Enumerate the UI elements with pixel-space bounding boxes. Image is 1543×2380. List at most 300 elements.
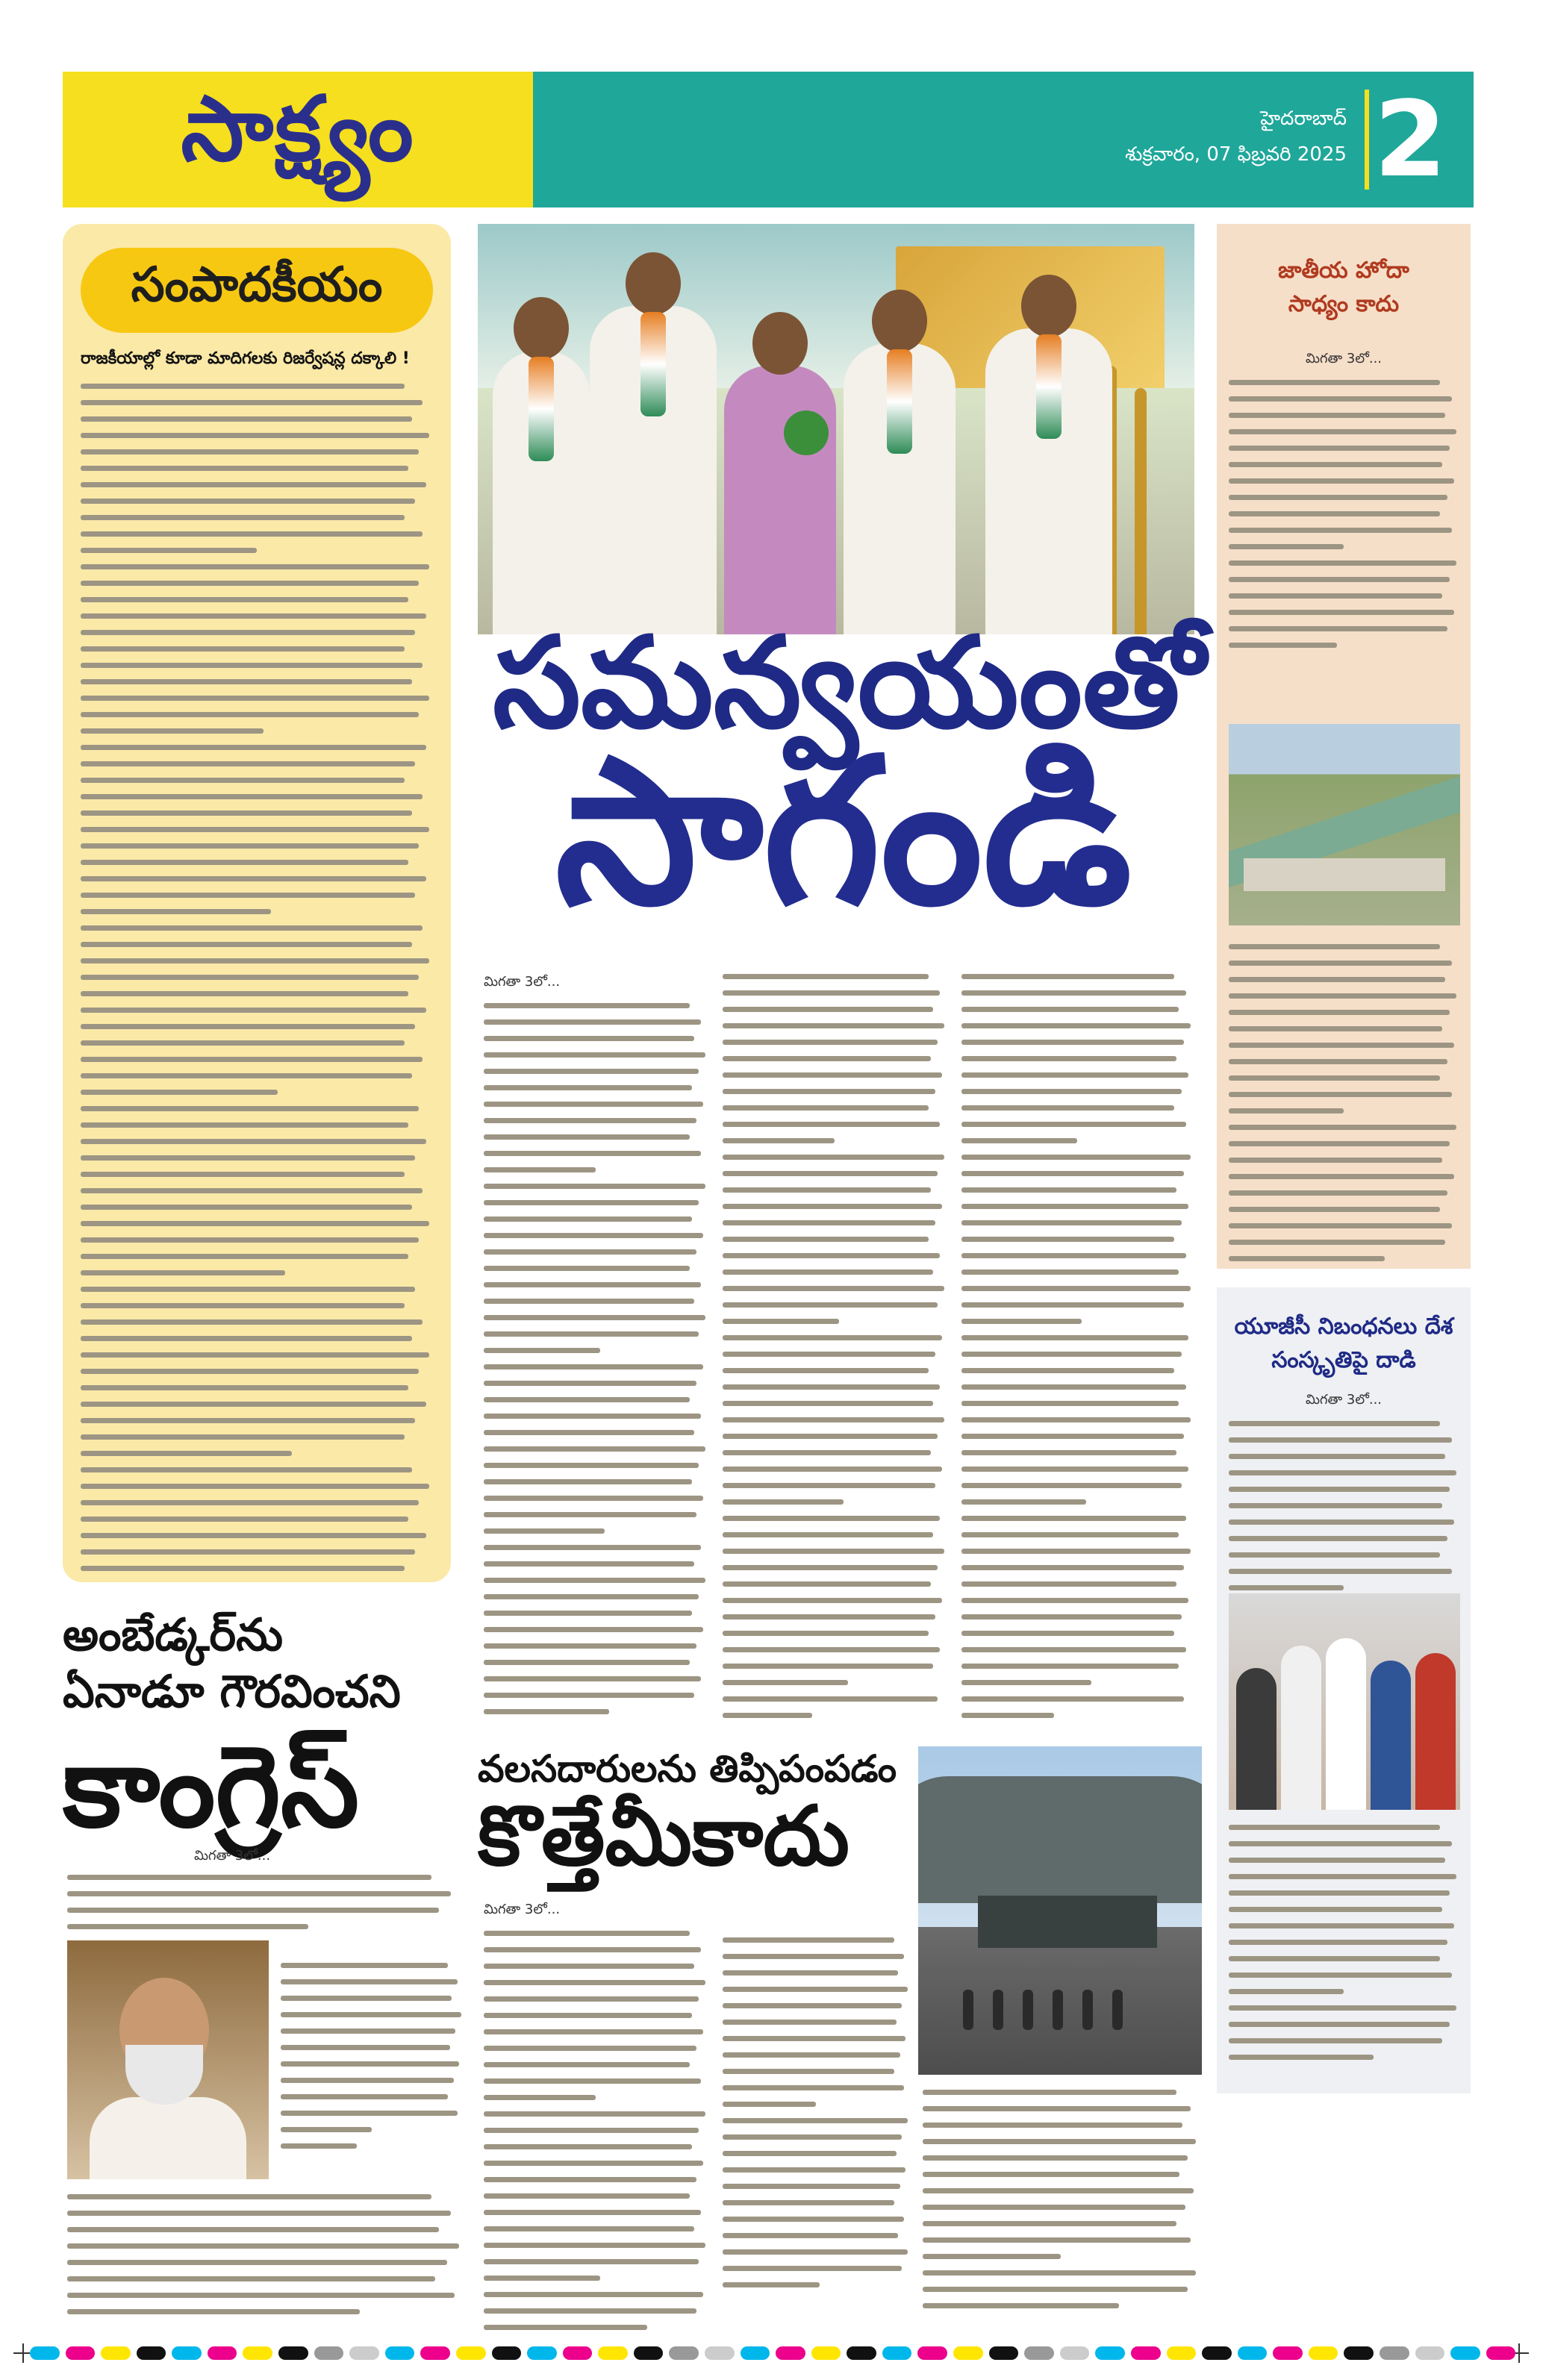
photo-beard (125, 2045, 203, 2105)
text-line (81, 1024, 415, 1029)
text-line (81, 499, 415, 504)
text-line (723, 2151, 897, 2156)
person-figure (724, 366, 836, 634)
person-figure (1326, 1638, 1366, 1810)
text-line (723, 1987, 908, 1992)
person-figure (1371, 1661, 1411, 1810)
text-line (1229, 1256, 1385, 1261)
text-line (484, 2177, 696, 2182)
text-line (961, 1532, 1179, 1537)
text-line (961, 1499, 1086, 1505)
ambedkar-side-text (281, 1963, 463, 2160)
text-line (81, 613, 426, 619)
text-line (81, 1566, 405, 1571)
text-line (484, 1003, 690, 1008)
text-line (81, 1237, 419, 1243)
text-line (81, 1090, 278, 1095)
text-line (484, 2226, 694, 2231)
text-line (484, 1216, 692, 1222)
edition-city: హైదరాబాద్ (1260, 107, 1347, 130)
text-line (484, 1660, 690, 1665)
text-line (1229, 1454, 1445, 1459)
text-line (484, 1069, 699, 1074)
text-line (723, 1384, 940, 1390)
sidebar-top-body (1229, 351, 1459, 659)
color-swatch (1273, 2346, 1303, 2360)
text-line (484, 1627, 703, 1632)
text-line (961, 1450, 1176, 1455)
text-line (723, 2118, 908, 2123)
text-line (81, 810, 412, 816)
text-line (484, 1964, 694, 1969)
text-line (723, 1647, 940, 1652)
person-figure (1023, 1990, 1033, 2030)
text-line (723, 2282, 820, 2287)
text-line (81, 827, 429, 832)
text-line (484, 2259, 699, 2264)
masthead (63, 72, 1474, 207)
page-number: 2 (1374, 79, 1447, 201)
text-line (723, 1007, 933, 1012)
sidebar-bottom-title-line1: యూజీసీ నిబంధనలు దేశ (1234, 1314, 1453, 1340)
person-figure (993, 1990, 1003, 2030)
text-line (923, 2303, 1119, 2308)
text-line (961, 1007, 1179, 1012)
text-line (723, 2184, 900, 2189)
editorial-column (63, 224, 451, 1582)
text-line (81, 712, 419, 717)
text-line (81, 1303, 405, 1308)
person-figure (963, 1990, 973, 2030)
color-swatch (492, 2346, 522, 2360)
text-line (484, 1479, 692, 1484)
text-line (1229, 462, 1442, 467)
text-line (961, 1647, 1186, 1652)
text-line (484, 1134, 690, 1140)
text-line (484, 1233, 703, 1238)
text-line (484, 2243, 705, 2248)
text-line (281, 2061, 459, 2067)
text-line (961, 1696, 1184, 1702)
sidebar-bottom-byline: మిగతా 3లో... (1305, 1392, 1383, 1408)
text-line (81, 1106, 419, 1111)
text-line (1229, 1108, 1344, 1114)
text-line (484, 2276, 600, 2281)
text-line (723, 1319, 839, 1324)
text-line (484, 1931, 690, 1936)
text-line (723, 1040, 938, 1045)
text-line (723, 1138, 835, 1143)
text-line (1229, 1907, 1442, 1912)
person-figure (844, 343, 956, 634)
text-line (1229, 593, 1442, 599)
text-line (961, 1286, 1191, 1291)
text-line (81, 515, 405, 520)
text-line (1229, 1158, 1442, 1163)
sidebar-bottom-body-continued (1229, 1825, 1459, 2071)
text-line (484, 1364, 703, 1369)
text-line (1229, 1059, 1447, 1064)
text-line (1229, 993, 1456, 999)
deportation-column-3 (923, 2090, 1199, 2320)
text-line (961, 1417, 1191, 1422)
text-line (81, 975, 419, 980)
text-line (81, 449, 419, 455)
text-line (1229, 1956, 1440, 1961)
text-line (484, 1397, 690, 1402)
text-line (484, 2095, 596, 2100)
color-swatch (1060, 2346, 1090, 2360)
text-line (484, 1693, 694, 1698)
text-line (723, 1089, 935, 1094)
dam-wall (1244, 858, 1445, 891)
text-line (484, 1282, 701, 1287)
text-line (923, 2237, 1191, 2243)
logo-text: సాక్ష్యం (181, 76, 415, 181)
text-line (1229, 961, 1452, 966)
text-line (81, 745, 426, 750)
text-line (1229, 1174, 1454, 1179)
text-line (961, 1269, 1179, 1275)
color-swatch (137, 2346, 166, 2360)
text-line (484, 1184, 705, 1189)
text-line (81, 1352, 429, 1358)
text-line (1229, 1207, 1440, 1212)
text-line (723, 1614, 935, 1620)
color-swatch (1344, 2346, 1374, 2360)
text-line (1229, 2055, 1374, 2060)
text-line (961, 1516, 1186, 1521)
color-swatch (456, 2346, 486, 2360)
color-swatch (1202, 2346, 1232, 2360)
text-line (484, 1052, 705, 1058)
text-line (961, 1384, 1186, 1390)
sidebar-ugc-rules (1217, 1287, 1471, 2093)
color-swatch (1486, 2346, 1516, 2360)
text-line (281, 2078, 454, 2083)
text-line (723, 1286, 944, 1291)
text-line (723, 1954, 904, 1959)
text-line (81, 1073, 412, 1078)
editorial-section-label: సంపాదకీయం (131, 257, 383, 313)
photo-body (90, 2097, 246, 2179)
text-line (723, 1122, 940, 1127)
potted-plant (784, 410, 829, 455)
text-line (723, 1549, 944, 1554)
text-line (723, 1253, 940, 1258)
text-line (723, 1302, 938, 1308)
text-line (1229, 1437, 1452, 1443)
text-line (961, 1713, 1054, 1718)
text-line (484, 1085, 692, 1090)
text-line (961, 1368, 1174, 1373)
text-line (484, 2046, 696, 2051)
text-line (81, 630, 415, 635)
text-line (484, 1019, 701, 1025)
text-line (723, 1417, 944, 1422)
deportation-column-1 (484, 1902, 708, 2341)
text-line (923, 2287, 1188, 2292)
text-line (81, 1533, 426, 1538)
color-swatch (101, 2346, 131, 2360)
text-line (961, 1614, 1182, 1620)
text-line (484, 1528, 605, 1534)
text-line (1229, 2005, 1456, 2011)
ambedkar-headline-line1: అంబేడ్కర్‌ను (63, 1609, 283, 1661)
text-line (484, 1102, 703, 1107)
color-swatch (243, 2346, 272, 2360)
text-line (81, 1172, 405, 1177)
text-line (1229, 1890, 1450, 1896)
person-figure (1281, 1646, 1321, 1810)
text-line (723, 1565, 938, 1570)
text-line (81, 384, 405, 389)
color-swatch (1380, 2346, 1409, 2360)
color-swatch (314, 2346, 344, 2360)
text-line (923, 2205, 1185, 2210)
text-line (484, 2013, 692, 2018)
text-line (923, 2155, 1188, 2161)
protest-rally-photo (1229, 1593, 1460, 1810)
text-line (81, 1484, 429, 1489)
text-line (1229, 429, 1456, 434)
sidebar-top-title-line2: సాధ్యం కాదు (1288, 291, 1400, 317)
ambedkar-bottom-text (67, 2194, 463, 2326)
text-line (923, 2172, 1179, 2177)
text-line (961, 1565, 1184, 1570)
color-swatch (1309, 2346, 1338, 2360)
text-line (81, 1221, 429, 1226)
text-line (1229, 1503, 1442, 1508)
lead-story-column-2 (723, 974, 947, 1729)
color-swatch (1095, 2346, 1125, 2360)
ambedkar-intro-text (67, 1875, 463, 1940)
deportation-headline-line1: వలసదారులను తిప్పిపంపడం (478, 1746, 897, 1790)
military-aircraft-photo (918, 1746, 1202, 2075)
text-line (1229, 413, 1445, 418)
masthead-band (533, 72, 1474, 207)
color-swatch (66, 2346, 96, 2360)
color-swatch (1131, 2346, 1161, 2360)
text-line (81, 1270, 285, 1275)
text-line (961, 1056, 1176, 1061)
text-line (484, 1430, 694, 1435)
text-line (1229, 1141, 1450, 1146)
text-line (81, 1402, 426, 1407)
text-line (81, 843, 419, 849)
text-line (1229, 643, 1337, 648)
text-line (923, 2221, 1176, 2226)
text-line (484, 1947, 701, 1952)
text-line (81, 1008, 426, 1013)
text-line (81, 663, 423, 668)
text-line (281, 2111, 458, 2116)
text-line (484, 1331, 699, 1337)
text-line (1229, 1874, 1456, 1879)
text-line (723, 1467, 942, 1472)
text-line (484, 2161, 703, 2166)
text-line (484, 1266, 690, 1271)
text-line (484, 1996, 699, 2002)
color-swatch (1415, 2346, 1445, 2360)
text-line (484, 2193, 690, 2199)
color-swatch (1238, 2346, 1268, 2360)
text-line (723, 1220, 935, 1225)
text-line (961, 1040, 1184, 1045)
text-line (81, 1385, 408, 1390)
color-swatch (420, 2346, 450, 2360)
text-line (81, 1139, 426, 1144)
aircraft-hull (918, 1776, 1202, 1903)
text-line (484, 1446, 705, 1452)
text-line (81, 531, 423, 537)
sidebar-top-title-line1: జాతీయ హోదా (1278, 257, 1409, 284)
text-line (1229, 1536, 1447, 1541)
color-swatch (989, 2346, 1019, 2360)
text-line (723, 1155, 944, 1160)
text-line (81, 482, 426, 487)
text-line (723, 1269, 933, 1275)
text-line (1229, 1940, 1447, 1945)
text-line (961, 1089, 1182, 1094)
text-line (961, 1237, 1174, 1242)
ambedkar-byline: మిగతా 3లో... (194, 1848, 271, 1864)
text-line (1229, 1125, 1456, 1130)
text-line (723, 1680, 848, 1685)
text-line (81, 1287, 415, 1292)
color-swatch (634, 2346, 664, 2360)
text-line (1229, 528, 1452, 533)
text-line (484, 1643, 696, 1649)
text-line (1229, 1487, 1450, 1492)
text-line (961, 1401, 1179, 1406)
text-line (281, 1996, 452, 2001)
text-line (723, 1335, 942, 1340)
text-line (723, 2134, 902, 2140)
text-line (923, 2188, 1194, 2193)
text-line (723, 2217, 904, 2222)
text-line (484, 2292, 703, 2297)
text-line (484, 2128, 699, 2133)
dam-project-photo (1229, 724, 1460, 925)
text-line (723, 1483, 935, 1488)
text-line (81, 1517, 408, 1522)
text-line (81, 893, 415, 898)
text-line (723, 1499, 844, 1505)
color-swatch (776, 2346, 805, 2360)
text-line (923, 2139, 1196, 2144)
color-swatch (208, 2346, 237, 2360)
text-line (723, 2200, 894, 2205)
text-line (723, 1516, 940, 1521)
editorial-heading: రాజకీయాల్లో కూడా మాదిగలకు రిజర్వేషన్ల దక్కాలి ! (81, 349, 410, 368)
text-line (1229, 1223, 1452, 1228)
text-line (723, 2102, 816, 2107)
text-line (961, 1122, 1186, 1127)
text-line (1229, 610, 1454, 615)
text-line (81, 1254, 408, 1259)
color-swatch (811, 2346, 841, 2360)
color-swatch (953, 2346, 983, 2360)
sidebar-bottom-title-line2: సంస్కృతిపై దాడి (1271, 1347, 1416, 1373)
text-line (484, 1578, 705, 1583)
color-swatch (527, 2346, 557, 2360)
text-line (961, 1253, 1186, 1258)
text-line (81, 1040, 405, 1046)
text-line (1229, 1190, 1447, 1196)
person-figure (590, 306, 717, 634)
text-line (484, 1167, 596, 1172)
text-line (1229, 1421, 1440, 1426)
text-line (81, 679, 412, 684)
text-line (961, 1467, 1188, 1472)
text-line (723, 1056, 931, 1061)
text-line (1229, 495, 1447, 500)
text-line (723, 1532, 933, 1537)
color-swatch (30, 2346, 60, 2360)
ambedkar-headline-line2: ఏనాడూ గౌరవించని (63, 1666, 401, 1718)
text-line (1229, 1973, 1452, 1978)
text-line (81, 1418, 415, 1423)
text-line (81, 991, 408, 996)
text-line (723, 2266, 902, 2271)
text-line (961, 1105, 1174, 1111)
text-line (961, 1155, 1191, 1160)
text-line (67, 2293, 455, 2298)
text-line (484, 1980, 705, 1985)
text-line (281, 1979, 458, 1984)
color-swatch (172, 2346, 202, 2360)
text-line (81, 1467, 412, 1472)
text-line (484, 1414, 701, 1419)
text-line (81, 696, 429, 701)
color-swatch (1450, 2346, 1480, 2360)
color-swatch (741, 2346, 770, 2360)
text-line (1229, 1552, 1440, 1558)
color-swatch (669, 2346, 699, 2360)
lead-headline-line2: సాగండి (555, 714, 1132, 949)
text-line (1229, 1010, 1450, 1015)
text-line (281, 1963, 448, 1968)
deportation-headline-line2: కొత్తేమీకాదు (478, 1788, 850, 1884)
ambedkar-headline-big: కాంగ్రెస్ (63, 1722, 360, 1852)
person-figure (1236, 1668, 1277, 1810)
text-line (1229, 1825, 1440, 1830)
text-line (81, 1336, 412, 1341)
text-line (81, 728, 264, 734)
text-line (81, 433, 429, 438)
text-line (281, 2143, 357, 2149)
text-line (67, 1924, 308, 1929)
text-line (484, 2325, 647, 2330)
text-line (484, 2029, 703, 2034)
text-line (484, 1200, 699, 1205)
text-line (961, 1138, 1077, 1143)
text-line (723, 1237, 929, 1242)
text-line (81, 1155, 415, 1161)
text-line (723, 2085, 904, 2090)
sidebar-top-byline: మిగతా 3లో... (1305, 351, 1383, 366)
text-line (923, 2270, 1196, 2276)
text-line (1229, 2038, 1442, 2043)
text-line (67, 2309, 360, 2314)
text-line (961, 1598, 1188, 1603)
text-line (723, 1970, 898, 1975)
text-line (961, 1023, 1191, 1028)
text-line (923, 2254, 1061, 2259)
text-line (961, 1483, 1182, 1488)
text-line (1229, 1841, 1452, 1846)
